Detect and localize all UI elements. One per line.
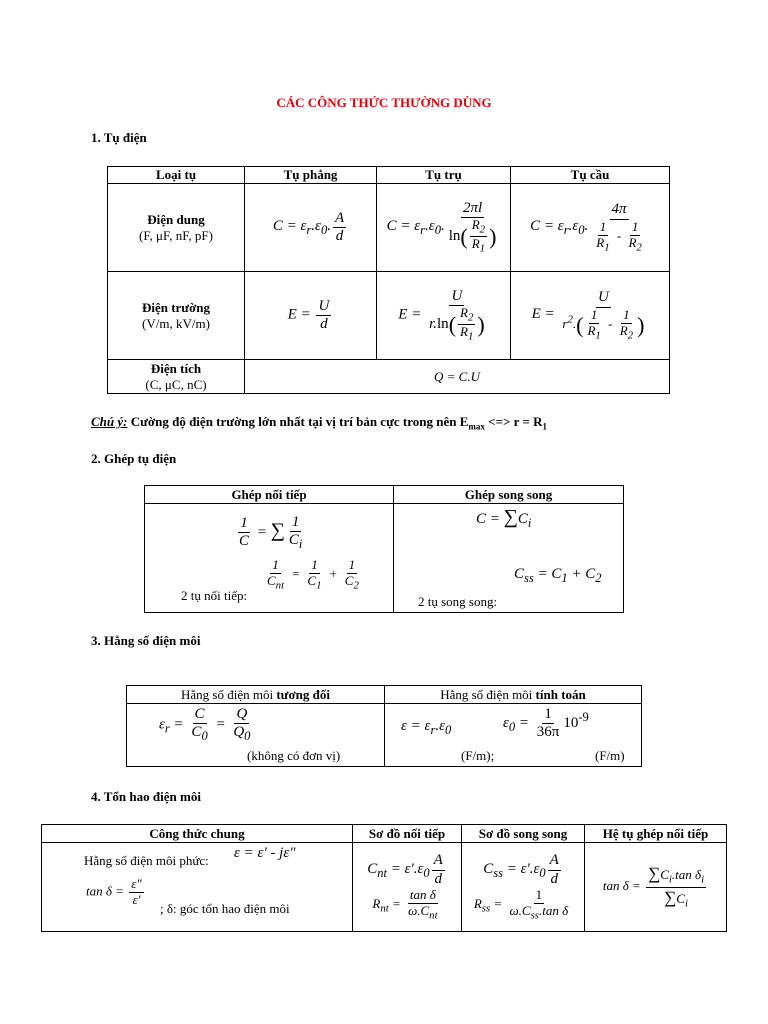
row-capacitance-label: Điện dung (F, μF, nF, pF) <box>108 184 245 272</box>
parallel-circuit-r-formula: $R_{ss}$ = $\frac{1}{\omega.C_{ss}.\tan \delta}$ <box>473 886 569 922</box>
series-general-formula: $\frac{1}{C}$ = ∑ $\frac{1}{C_i}$ <box>239 514 303 552</box>
parallel-general-formula: $C = \sum C_i$ <box>476 506 532 530</box>
general-cell <box>42 843 353 932</box>
header-computed: Hằng số điện môi tính toán <box>385 686 642 704</box>
series-circuit-r-formula: $R_{nt}$ = $\frac{\text{tan δ}}{\omega.C_{nt}}$ <box>372 886 438 922</box>
header-series: Ghép nối tiếp <box>145 486 394 504</box>
no-unit-text: (không có đơn vị) <box>247 748 341 763</box>
page-title: CÁC CÔNG THỨC THƯỜNG DÙNG <box>276 95 492 110</box>
combination-table <box>144 485 624 613</box>
computed-cell <box>385 704 642 767</box>
header-cylindrical: Tụ trụ <box>377 167 511 184</box>
header-relative: Hằng số điện môi tương đối <box>127 686 385 704</box>
loss-table <box>41 824 727 932</box>
planar-capacitance-formula: $C = \varepsilon_r.\varepsilon_0$. $\frac{A}{d}$ <box>245 184 377 272</box>
header-parallel: Ghép song song <box>394 486 624 504</box>
parallel-circuit-c-formula: $C_{ss} = \varepsilon'.\varepsilon_0$ $\frac{A}{d}$ <box>483 852 559 887</box>
computed-formula: $\varepsilon = \varepsilon_r.\varepsilon_0$ <box>401 718 452 737</box>
spherical-capacitance-formula: $C = \varepsilon_r.\varepsilon_0$. 4π $\frac{1}{R_1}$ - $\frac{1}{R_2}$ <box>511 184 670 272</box>
section-1-heading: 1. Tụ điện <box>91 130 147 145</box>
header-series-system: Hệ tụ ghép nối tiếp <box>585 825 727 843</box>
epsilon0-formula: $\varepsilon_0$ = $\frac{1}{36\pi}$ $10^{-9}$ <box>503 706 589 741</box>
series-system-cell <box>585 843 727 932</box>
relative-formula: $\varepsilon_r$ = $\frac{C}{C_0}$ = $\frac{Q}{Q_0}$ <box>159 706 251 744</box>
section-2-heading: 2. Ghép tụ điện <box>91 451 177 466</box>
capacitor-table <box>107 166 670 394</box>
row-field-label: Điện trường (V/m, kV/m) <box>108 272 245 360</box>
series-system-formula: tan δ = $\frac{\sum C_i.\tan \delta_i}{\sum C_i}$ <box>602 864 705 910</box>
series-circuit-cell <box>353 843 462 932</box>
series-two-text: 2 tụ nối tiếp: <box>181 588 248 603</box>
complex-text: Hằng số điện môi phức: <box>84 853 209 868</box>
parallel-two-formula: $C_{ss} = C_1 + C_2$ <box>514 566 602 585</box>
spherical-field-formula: E = U $r^2$.( $\frac{1}{R_1}$ - $\frac{1}{R_2}$ ) <box>511 272 670 360</box>
cylindrical-capacitance-formula: $C = \varepsilon_r.\varepsilon_0$. 2πl ln( $\frac{R_2}{R_1}$ ) <box>377 184 511 272</box>
parallel-cell <box>394 504 624 613</box>
header-spherical: Tụ cầu <box>511 167 670 184</box>
header-general: Công thức chung <box>42 825 353 843</box>
row-charge-label: Điện tích (C, μC, nC) <box>108 360 245 394</box>
unit-2: (F/m) <box>595 748 625 763</box>
header-planar: Tụ phẳng <box>245 167 377 184</box>
note: Chú ý: Cường độ điện trường lớn nhất tại vị trí bản cực trong nên $E_{max}$ <=> $r = R_1$ <box>91 414 547 432</box>
note-label: Chú ý: <box>91 414 128 429</box>
delta-text: ; δ: góc tổn hao điện môi <box>160 901 290 916</box>
unit-1: (F/m); <box>461 748 495 763</box>
cylindrical-field-formula: E = U r.ln( $\frac{R_2}{R_1}$ ) <box>377 272 511 360</box>
planar-field-formula: E = $\frac{U}{d}$ <box>245 272 377 360</box>
series-cell <box>145 504 394 613</box>
series-two-formula: $\frac{1}{C_{nt}}$ = $\frac{1}{C_1}$ + $\frac{1}{C_2}$ <box>267 557 359 592</box>
section-4-heading: 4. Tổn hao điện môi <box>91 789 201 804</box>
parallel-circuit-cell <box>462 843 585 932</box>
tan-delta-formula: tan δ = $\frac{\varepsilon"}{\varepsilon'}$ <box>86 876 142 907</box>
charge-formula: Q = C.U <box>245 360 670 394</box>
header-parallel-circuit: Sơ đồ song song <box>462 825 585 843</box>
parallel-two-text: 2 tụ song song: <box>418 594 498 609</box>
header-type: Loại tụ <box>108 167 245 184</box>
section-3-heading: 3. Hằng số điện môi <box>91 633 201 648</box>
series-circuit-c-formula: $C_{nt} = \varepsilon'.\varepsilon_0$ $\frac{A}{d}$ <box>367 852 443 887</box>
relative-cell <box>127 704 385 767</box>
complex-formula: ε = ε' - jε" <box>234 845 296 861</box>
header-series-circuit: Sơ đồ nối tiếp <box>353 825 462 843</box>
dielectric-table <box>126 685 642 767</box>
